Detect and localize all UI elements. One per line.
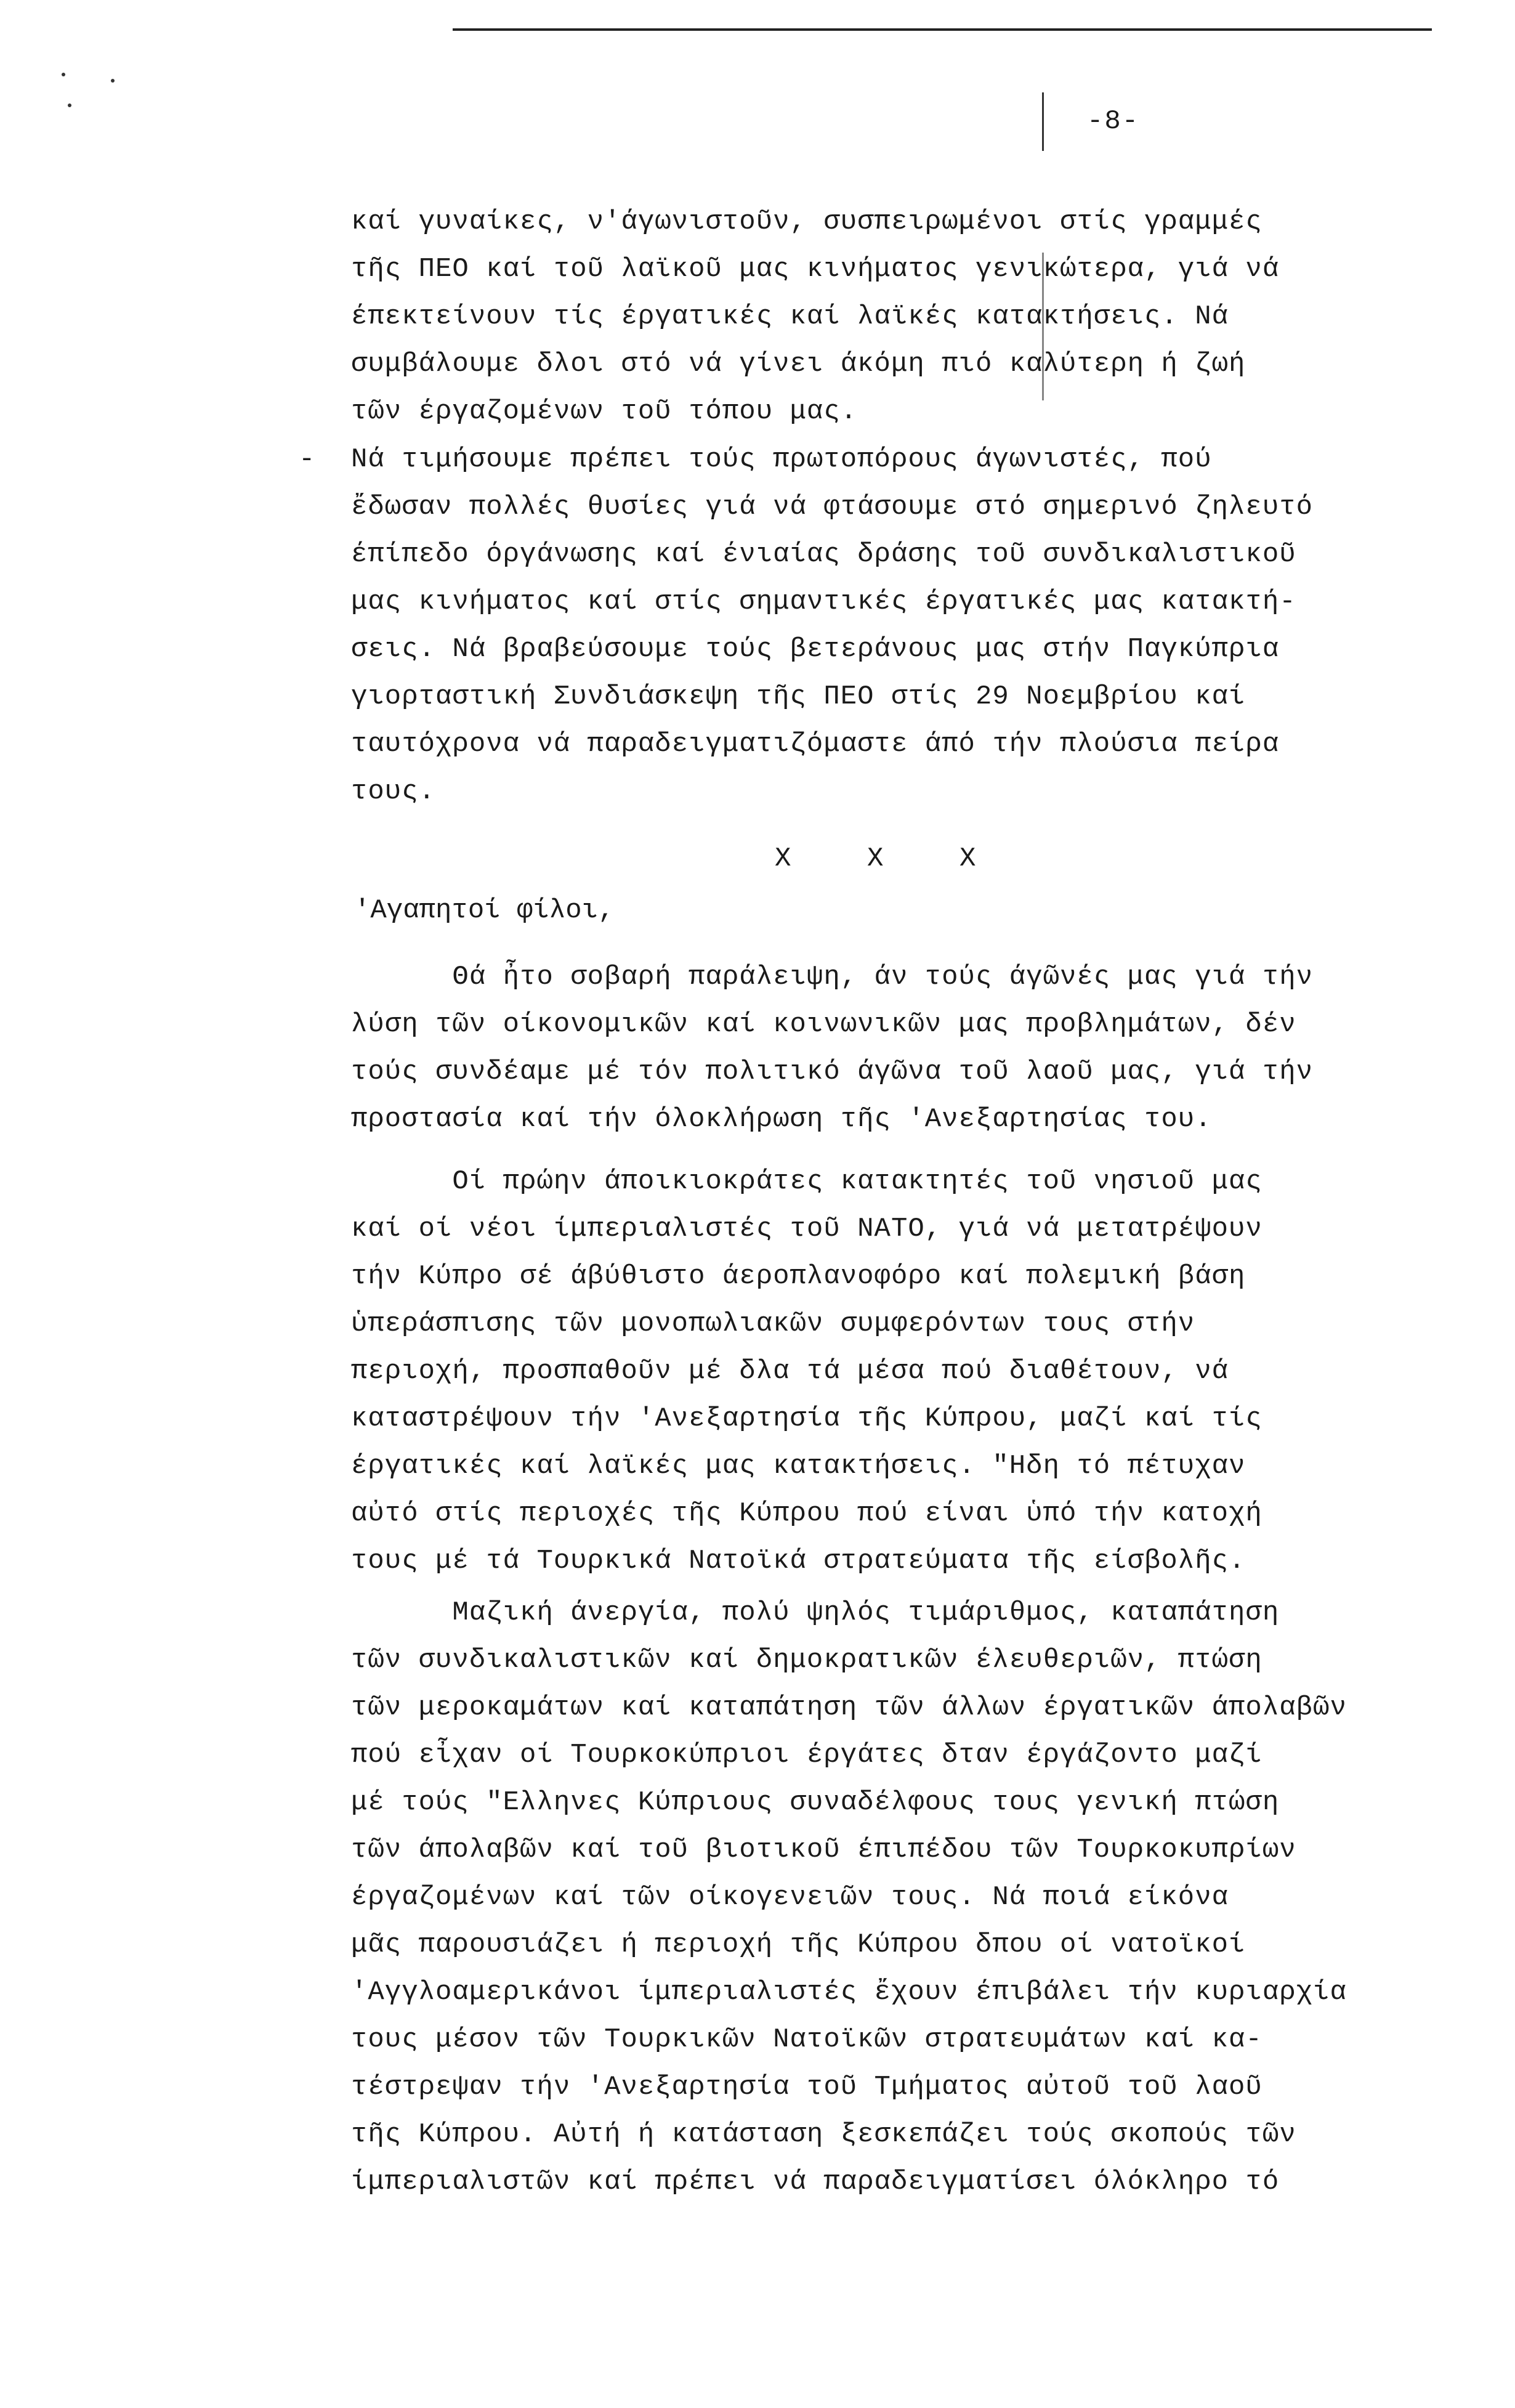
text-line: Νά τιμήσουμε πρέπει τούς πρωτοπόρους άγωνιστές, πού <box>351 444 1212 475</box>
text-line: τῆς Κύπρου. Αὐτή ή κατάσταση ξεσκεπάζει τούς σκοπούς τῶν <box>351 2119 1296 2150</box>
top-rule <box>453 28 1432 31</box>
section-separator <box>0 835 1515 883</box>
text-line: μας κινήματος καί στίς σημαντικές έργατικές μας κατακτή- <box>351 586 1296 617</box>
text-line: συμβάλουμε δλοι στό νά γίνει άκόμη πιό καλύτερη ή ζωή <box>351 349 1246 379</box>
text-line: μέ τούς "Ελληνες Κύπριους συναδέλφους τους γενική πτώση <box>351 1787 1280 1818</box>
text-line: γιορταστική Συνδιάσκεψη τῆς ΠΕΟ στίς 29 Νοεμβρίου καί <box>351 681 1246 712</box>
text-line: καταστρέψουν τήν 'Ανεξαρτησία τῆς Κύπρου, μαζί καί τίς <box>351 1403 1262 1434</box>
text-line: έργατικές καί λαϊκές μας κατακτήσεις. "Ηδη τό πέτυχαν <box>351 1451 1246 1482</box>
paragraph-4 <box>351 1589 1347 2206</box>
text-line: Μαζική άνεργία, πολύ ψηλός τιμάριθμος, καταπάτηση <box>351 1597 1280 1628</box>
text-line: τους μέ τά Τουρκικά Νατοϊκά στρατεύματα τῆς είσβολῆς. <box>351 1546 1246 1576</box>
text-line: έργαζομένων καί τῶν οίκογενειῶν τους. Νά ποιά είκόνα <box>351 1882 1229 1913</box>
text-line: καί γυναίκες, ν'άγωνιστοῦν, συσπειρωμένοι στίς γραμμές <box>351 206 1262 237</box>
separator-mark: X <box>867 843 884 874</box>
text-line: αὐτό στίς περιοχές τῆς Κύπρου πού είναι ὑπό τήν κατοχή <box>351 1498 1262 1529</box>
text-line: τῶν μεροκαμάτων καί καταπάτηση τῶν άλλων έργατικῶν άπολαβῶν <box>351 1692 1347 1723</box>
text-line: τέστρεψαν τήν 'Ανεξαρτησία τοῦ Τμήματος αὐτοῦ τοῦ λαοῦ <box>351 2072 1262 2102</box>
text-line: τήν Κύπρο σέ άβύθιστο άεροπλανοφόρο καί πολεμική βάση <box>351 1261 1246 1292</box>
text-line: έπίπεδο όργάνωσης καί ένιαίας δράσης τοῦ συνδικαλιστικοῦ <box>351 539 1296 570</box>
text-line: καί οί νέοι ίμπεριαλιστές τοῦ ΝΑΤΟ, γιά νά μετατρέψουν <box>351 1214 1262 1244</box>
text-line: σεις. Νά βραβεύσουμε τούς βετεράνους μας στήν Παγκύπρια <box>351 634 1280 665</box>
text-line: τους. <box>351 776 436 807</box>
text-line: μᾶς παρουσιάζει ή περιοχή τῆς Κύπρου δπου οί νατοϊκοί <box>351 1929 1246 1960</box>
text-line: έπεκτείνουν τίς έργατικές καί λαϊκές κατακτήσεις. Νά <box>351 301 1229 332</box>
paragraph-2 <box>351 954 1313 1143</box>
page-number: -8- <box>1087 106 1140 137</box>
text-line: λύση τῶν οίκονομικῶν καί κοινωνικῶν μας προβλημάτων, δέν <box>351 1009 1296 1040</box>
text-line: πού εἶχαν οί Τουρκοκύπριοι έργάτες δταν έργάζοντο μαζί <box>351 1740 1262 1770</box>
scan-fold-mark <box>1042 92 1044 151</box>
scan-speck <box>62 73 65 76</box>
text-line: τους μέσον τῶν Τουρκικῶν Νατοϊκῶν στρατευμάτων καί κα- <box>351 2024 1262 2055</box>
paragraph-1 <box>351 198 1279 436</box>
paragraph-3 <box>351 1158 1262 1585</box>
text-line: ταυτόχρονα νά παραδειγματιζόμαστε άπό τήν πλούσια πείρα <box>351 729 1280 760</box>
text-line: τούς συνδέαμε μέ τόν πολιτικό άγῶνα τοῦ λαοῦ μας, γιά τήν <box>351 1056 1314 1087</box>
bullet-item <box>351 436 1313 816</box>
text-line: τῶν έργαζομένων τοῦ τόπου μας. <box>351 396 858 427</box>
text-line: ἔδωσαν πολλές θυσίες γιά νά φτάσουμε στό σημερινό ζηλευτό <box>351 492 1314 522</box>
text-line: 'Αγγλοαμερικάνοι ίμπεριαλιστές ἔχουν έπιβάλει τήν κυριαρχία <box>351 1977 1347 2008</box>
text-line: περιοχή, προσπαθοῦν μέ δλα τά μέσα πού διαθέτουν, νά <box>351 1356 1229 1387</box>
text-line: ίμπεριαλιστῶν καί πρέπει νά παραδειγματίσει όλόκληρο τό <box>351 2167 1280 2197</box>
text-line: ὑπεράσπισης τῶν μονοπωλιακῶν συμφερόντων τους στήν <box>351 1308 1195 1339</box>
text-line: Θά ἦτο σοβαρή παράλειψη, άν τούς άγῶνές μας γιά τήν <box>351 962 1314 992</box>
text-line: τῶν συνδικαλιστικῶν καί δημοκρατικῶν έλευθεριῶν, πτώση <box>351 1645 1262 1676</box>
text-line: τῶν άπολαβῶν καί τοῦ βιοτικοῦ έπιπέδου τῶν Τουρκοκυπρίων <box>351 1834 1296 1865</box>
bullet-marker: - <box>299 444 315 475</box>
scan-speck <box>68 103 71 107</box>
text-line: προστασία καί τήν όλοκλήρωση τῆς 'Ανεξαρτησίας του. <box>351 1104 1212 1135</box>
separator-mark: X <box>775 843 791 874</box>
salutation: 'Αγαπητοί φίλοι, <box>354 895 615 926</box>
top-rule-dashes <box>1355 28 1435 31</box>
scan-speck <box>111 79 115 83</box>
separator-mark: X <box>960 843 976 874</box>
text-line: Οί πρώην άποικιοκράτες κατακτητές τοῦ νησιοῦ μας <box>351 1166 1262 1197</box>
text-line: τῆς ΠΕΟ καί τοῦ λαϊκοῦ μας κινήματος γενικώτερα, γιά νά <box>351 254 1280 285</box>
